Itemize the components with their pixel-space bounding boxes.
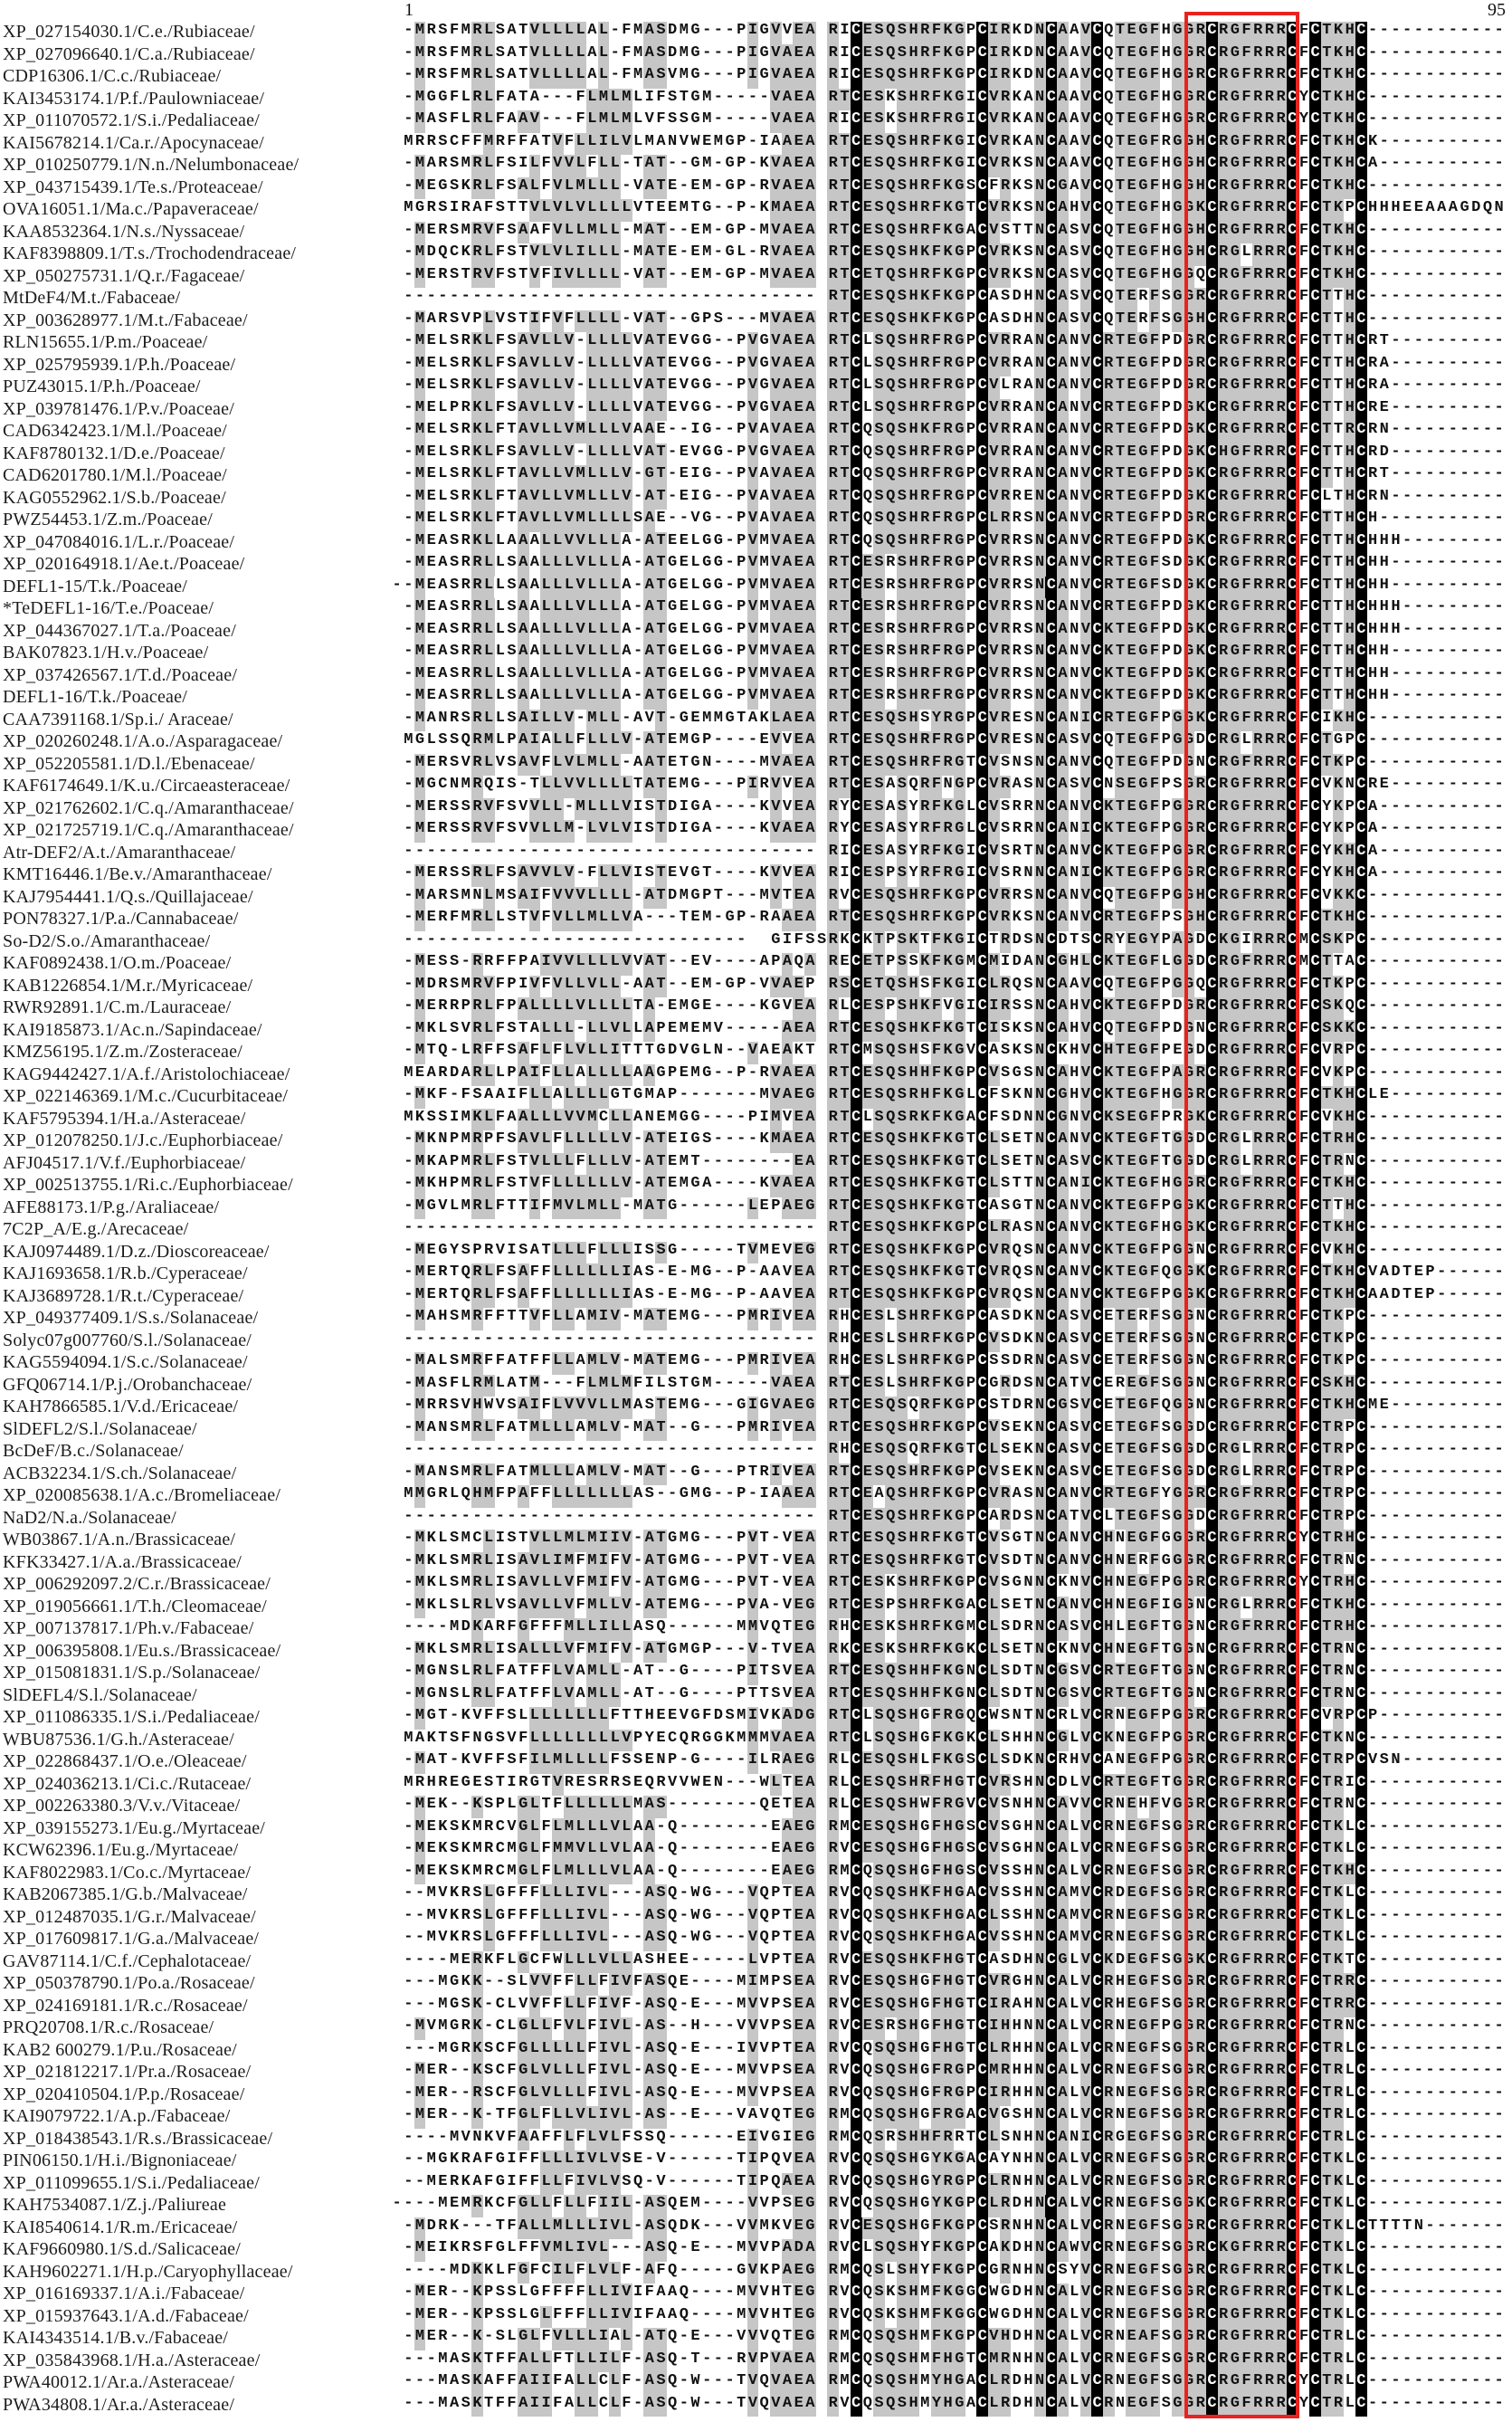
sequence-residues: - M E L S R K L F S A V L L V - L L L L V A T E V G G - - P V G V A E A R T C L S Q S H R F R G P C V R R A N C A N V C R T E G F P D G R C R G F R R R C F C T T H C R T - - - - - - - - - - (403, 332, 1505, 355)
sequence-residues: - M E K S K M R C M G L F M M V L L V L A A - Q - - - - - - - - E A E G R V C E S Q S H G F H G S C V S G H N C A L V C R N E G F S G G R C R G F R R R C F C T K L C - - - - - - - - - - - - (403, 1840, 1505, 1863)
sequence-residues: - - - - - - - - - - - - - - - - - - - - - - - - - - - - - - - - - - - - R I C E S A S Y R F K G I C V S R T N C A N V C K T E G F P G G R C R G F R R R C F C Y K H C A - - - - - - - - - - - (403, 843, 1505, 865)
sequence-label: XP_022146369.1/M.c./Cucurbitaceae/ (3, 1086, 289, 1106)
sequence-label: KAF8780132.1/D.e./Poaceae/ (3, 443, 225, 463)
sequence-residues: - M A L S M R F F A T F F L L A M L V - M A T E M G - - - P M R I V E A R H C E S L S H R F K G P C S S D R N C A S V C E T E R F S G G N C R G F R R R C F C T K P C - - - - - - - - - - - - (403, 1352, 1505, 1375)
sequence-label: KAI8540614.1/R.m./Ericaceae/ (3, 2217, 238, 2237)
sequence-residues: - M E R S T R V F S T V F I V L L L L - V A T - - E M - G P - M V A E A R T C E T Q S H R F K G P C V R K S N C A S V C Q T E G F H G G Q C R G F R R R C F C T K H C - - - - - - - - - - - - (403, 266, 1505, 289)
sequence-label: CAD6201780.1/M.l./Poaceae/ (3, 465, 227, 485)
sequence-label: KAJ3689728.1/R.t./Cyperaceae/ (3, 1285, 244, 1306)
sequence-label: 7C2P_A/E.g./Arecaceae/ (3, 1219, 189, 1239)
sequence-label: XP_020410504.1/P.p./Rosaceae/ (3, 2083, 245, 2104)
sequence-label: XP_015081831.1/S.p./Solanaceae/ (3, 1663, 261, 1683)
sequence-label: XP_039781476.1/P.v./Poaceae/ (3, 398, 234, 419)
sequence-residues: - - - M G R K S C F G L L L L L F I V L - A S Q - E - - - I V V P T E A R V C Q S Q S H G F H G T C L R H H N C A L V C R N E G F S G G R C R G F R R R C F C T R L C - - - - - - - - - - - - (403, 2040, 1505, 2063)
ruler-start-label: 1 (404, 0, 414, 20)
sequence-label: KAI3453174.1/P.f./Paulowniaceae/ (3, 88, 265, 109)
sequence-residues: - M D R K - - - T F A L L M L L L I V L - A S Q D K - - - V V M K V E G R V C E S Q S H G F K G P C S R N H N C A L V C R N E G F S G G R C R G F R R R C F C T K L C T T T T N - - - - - - - (403, 2217, 1505, 2240)
sequence-label: KAI9185873.1/Ac.n./Sapindaceae/ (3, 1019, 262, 1040)
sequence-residues: - - M V K R S L G F F F L L L I V L - - - A S Q - W G - - - V Q P T E A R V C Q S Q S H K F H G A C V S S H N C A M V C R N E G F S G G R C R G F R R R C F C T K L C - - - - - - - - - - - - (403, 1929, 1505, 1951)
sequence-label: KAI4343514.1/B.v./Fabaceae/ (3, 2328, 229, 2348)
sequence-label: XP_011099655.1/S.i./Pedaliaceae/ (3, 2172, 260, 2193)
sequence-label: XP_010250779.1/N.n./Nelumbonaceae/ (3, 155, 300, 175)
sequence-label: KAB1226854.1/M.r./Myricaceae/ (3, 975, 253, 996)
sequence-residues: - M A H S M R F F T T V F L L A M I V - M A T E M G - - - P M R I V E A R H C E S L S H R F K G P C A S D K N C A S V C E T E R F S G G N C R G F R R R C F C T K P C - - - - - - - - - - - - (403, 1308, 1505, 1330)
sequence-residues: - - - - - - - - - - - - - - - - - - - - - - - - - - - - - - - - - - - - R T C E S Q S H K F K G P C L R A S N C A N V C K T E G F H G G K C R G F R R R C F C T K H C - - - - - - - - - - - - (403, 1219, 1505, 1242)
sequence-label: PWA40012.1/Ar.a./Asteraceae/ (3, 2372, 235, 2392)
sequence-label: KAJ0974489.1/D.z./Dioscoreaceae/ (3, 1241, 270, 1262)
sequence-label: KFK33427.1/A.a./Brassicaceae/ (3, 1551, 242, 1572)
sequence-label: PIN06150.1/H.i./Bignoniaceae/ (3, 2150, 237, 2170)
sequence-residues: - M E K S K M R C V G L F L M L L L V L A A - Q - - - - - - - - E A E G R M C E S Q S H G F H G S C V S G H N C A L V C R N E G F S G G R C R G F R R R C F C T K L C - - - - - - - - - - - - (403, 1818, 1505, 1841)
sequence-residues: - M E L S R K L F S A V L L V - L L L L V A T E V G G - - P V G V A E A R T C L S Q S H R F R G P C V L R A N C A N V C R T E G F P D G R C R G F R R R C F C T T H C R A - - - - - - - - - - (403, 377, 1505, 399)
sequence-residues: - - - M A S K A F F A I I F A L L C L F - A S Q - W - - - T V Q V A E A R M C Q S Q S H M Y H G A C L R D H N C A L V C R N E G F S G G R C R G F R R R C Y C T R L C - - - - - - - - - - - - (403, 2372, 1505, 2395)
sequence-residues: - M E R - - K - S L G L F V L L L I A L - A T Q - E - - - V V V Q T E G R M C Q S Q S H M F K G P C V H D H N C A L V C R N E A F S G G R C R G F R R R C F C T R L C - - - - - - - - - - - - (403, 2328, 1505, 2350)
sequence-residues: - M G T - K V F F S L L L L L L L L F T T H E E V G F D S M I V K A D G R T C L S Q S H G F R G Q C W S N T N C R L V C R N E G F P G G R C R G F R R R C F C V R P C P - - - - - - - - - - - (403, 1707, 1505, 1730)
sequence-residues: - M E R T Q R L F S A F F L L L L L L I A S - E - M G - - P - A A V E A R T C E S Q S H K F K G P C V R Q S N C A N V C K T E G F P G G K C R G F R R R C F C T K H C A A D T E P - - - - - - (403, 1286, 1505, 1309)
sequence-label: XP_011070572.1/S.i./Pedaliaceae/ (3, 110, 260, 130)
sequence-label: KAB2 600279.1/P.u./Rosaceae/ (3, 2039, 237, 2060)
sequence-residues: - M E A S R K L L A A A L L V V L L L A - A T E E L G G - P V M V A E A R T C Q S Q S H R F R G P C V R R S N C A N V C R T E G F P D G K C R G F R R R C F C T T H C H H H - - - - - - - - - (403, 532, 1505, 555)
sequence-label: RLN15655.1/P.m./Poaceae/ (3, 332, 208, 352)
sequence-label: DEFL1-16/T.k./Poaceae/ (3, 687, 187, 707)
sequence-residues: - - - - M D K K L F G F C I L F L V L F - A F Q - - - - - G V K P A E G R M C Q S L S H Y F K G P C G R N H N C S Y V C R N E G F S G G R C R G F R R R C F C T K L C - - - - - - - - - - - - (403, 2262, 1505, 2284)
sequence-residues: - M E L S R K L F T A V L L V M L L L L S A E - - V G - - P V A V A E A R T C Q S Q S H R F R G P C L R R S N C A N V C R T E G F P D G R C R G F R R R C F C T T H C H - - - - - - - - - - - (403, 510, 1505, 532)
sequence-label: XP_025795939.1/P.h./Poaceae/ (3, 354, 236, 375)
sequence-residues: - M E R S S R V F S V V L L - M L L L V I S T D I G A - - - - K V V E A R Y C E S A S Y R F K G L C V S R R N C A N V C K T E G F P G G R C R G F R R R C F C Y K P C A - - - - - - - - - - - (403, 798, 1505, 821)
sequence-label: DEFL1-15/T.k./Poaceae/ (3, 576, 187, 596)
sequence-label: XP_006292097.2/C.r./Brassicaceae/ (3, 1574, 271, 1594)
sequence-residues: - M G G F L R L F A T A - - - F L M L M L I F S T G M - - - - - V A E A R T C E S K S H R F K G I C V R K A N C A A V C Q T E G F H G G R C R G F R R R C Y C T K H C - - - - - - - - - - - - (403, 89, 1505, 111)
sequence-residues: - - M E A S R R L L S A A L L L V L L L A - A T G E L G G - P V M V A E A R T C E S R S H R F R G P C V R R S N C A N V C R T E G F S D G K C R G F R R R C F C T T H C H H - - - - - - - - - - (391, 577, 1505, 599)
sequence-residues: - M E A S R R L L S A A L L L V L L L A - A T G E L G G - P V M V A E A R T C E S R S H R F R G P C V R R S N C A N V C R T E G F P D G K C R G F R R R C F C T T H C H H H - - - - - - - - - (403, 598, 1505, 621)
sequence-label: GAV87114.1/C.f./Cephalotaceae/ (3, 1950, 252, 1971)
sequence-residues: - M E R S V R L V S A V F L V L M L L - A A T E T G N - - - - M V A E A R T C E S Q S H R F R G T C V S N S N C A N V C Q T E G F P D G N C R G F R R R C F C T K P C - - - - - - - - - - - - (403, 754, 1505, 777)
sequence-residues: - M E K S K M R C M G L F L M L L L V L A A - Q - - - - - - - - E A E G R M C Q S Q S H G F H G S C V S S H N C A L V C R N E G F S G G R C R G F R R R C F C T K H C - - - - - - - - - - - - (403, 1863, 1505, 1885)
sequence-residues: - M E R S M R V F S A A F V L L M L L - M A T - - E M - G P - M V A E A R T C E S Q S H R F K G A C V S T T N C A S V C Q T E G F H G G H C R G F R R R C F C T K H C - - - - - - - - - - - - (403, 222, 1505, 244)
sequence-residues: - M E L P R K L F S A V L L V - L L L L V A T E V G G - - P V G V A E A R T C L S Q S H R F R G P C V R R A N C A N V C R T E G F P D G K C R G F R R R C F C T T H C R E - - - - - - - - - - (403, 399, 1505, 422)
sequence-residues: - M E I K R S F G L F F V M L I V L - - - A S Q - E - - - M V V P A D A R V C L S Q S H Y F K G P C A K D H N C A W V C R N E G F S G G R C K G F R R R C F C T K L C - - - - - - - - - - - - (403, 2239, 1505, 2262)
sequence-residues: - M E G Y S P R V I S A T L L L F L L L I S S G - - - - - T V M E V E G R T C E S Q S H K F K G P C V R Q S N C A N V C K T E G F P G G N C R G F R R R C F C V K H C - - - - - - - - - - - - (403, 1242, 1505, 1264)
sequence-residues: - M E R F M R L L S T V F V L L M L L V A - - - T E M - G P - R A A E A R T C E S Q S H R F K G P C V R K S N C A N V C R T E G F P S G H C R G F R R R C F C T K H C - - - - - - - - - - - - (403, 909, 1505, 931)
sequence-label: XP_020260248.1/A.o./Asparagaceae/ (3, 731, 283, 751)
sequence-residues: - - - - M E R K F L G C F W L L L V L L A S H E E - - - - - L V P T E A R V C E S Q S H K F H G T C A S D H N C G L V C K D E G F S G G K C R G F R R R C F C T K T C - - - - - - - - - - - - (403, 1951, 1505, 1974)
sequence-label: XP_021762602.1/C.q./Amaranthaceae/ (3, 797, 294, 818)
sequence-label: XP_035843968.1/H.a./Asteraceae/ (3, 2350, 261, 2370)
sequence-label: XP_003628977.1/M.t./Fabaceae/ (3, 310, 248, 330)
sequence-residues: - M K H P M R L F S T V F L L L L L L V - A T E M G A - - - - K V A E A R T C E S Q S H K F K G T C L S T T N C A N I C K T E G F H G G R C R G F R R R C F C T K H C - - - - - - - - - - - - (403, 1175, 1505, 1197)
sequence-label: CAA7391168.1/Sp.i./ Araceae/ (3, 709, 233, 729)
sequence-label: XP_016169337.1/A.i./Fabaceae/ (3, 2284, 245, 2303)
sequence-label: XP_021812217.1/Pr.a./Rosaceae/ (3, 2062, 252, 2082)
sequence-residues: - - M E R K A F G I F F L L F I V L V S Q - V - - - - - - T I P Q A E A R V C Q S Q S H G Y R G P C L R N H N C A L V C R N E G F S G G R C R G F R R R C F C T K L C - - - - - - - - - - - - (403, 2173, 1505, 2196)
sequence-residues: - M E A S R R L L S A A L L L V L L L A - A T G E L G G - P V M V A E A R T C E S R S H R F R G P C V R R S N C A N V C R T E G F S D G K C R G F R R R C F C T T H C H H - - - - - - - - - - (403, 554, 1505, 577)
sequence-residues: - M E A S R R L L S A A L L L V L L L A - A T G E L G G - P V M V A E A R T C E S R S H R F R G P C V R R S N C A N V C K T E G F P D G K C R G F R R R C F C T T H C H H - - - - - - - - - - (403, 687, 1505, 710)
sequence-label: XP_017609817.1/G.a./Malvaceae/ (3, 1929, 260, 1949)
sequence-label: XP_020085638.1/A.c./Bromeliaceae/ (3, 1485, 281, 1505)
sequence-label: KMT16446.1/Be.v./Amaranthaceae/ (3, 864, 272, 884)
sequence-label: WB03867.1/A.n./Brassicaceae/ (3, 1530, 236, 1550)
sequence-label: XP_024036213.1/Ci.c./Rutaceae/ (3, 1773, 252, 1794)
sequence-residues: - - - - - - - - - - - - - - - - - - - - - - - - - - - - - - G I F S S R K C K T P S K T F K G I C T R D S N C D T S C R Y E G Y P A G D C K G I R R R C M C S K P C - - - - - - - - - - - - (403, 931, 1505, 954)
sequence-label: PRQ20708.1/R.c./Rosaceae/ (3, 2017, 214, 2037)
sequence-label: KAF6174649.1/K.u./Circaeasteraceae/ (3, 776, 290, 796)
sequence-residues: - M E R R P R L F P A L L L L V L L L L T A - E M G E - - - - K G V E A R L C E S P S H K F V G I C I R S S N C A H V C K T E G F P D G R C R G F R R R C F C S K Q C - - - - - - - - - - - - (403, 997, 1505, 1020)
sequence-residues: - M G V L M R L F T T I F M V L M L L - M A T G - - - - - - L E P A E G R T C E S Q S H K F K G T C A S G T N C A N V C K T E G F P G G K C R G F R R R C F C T T H C - - - - - - - - - - - - (403, 1197, 1505, 1220)
sequence-label: XP_027154030.1/C.e./Rubiaceae/ (3, 22, 255, 42)
sequence-residues: M M G R L Q H M F P A F F L L L L L L L A S - - G M G - - P - I A A E A R T C E A Q S H R F K G P C V R A S N C A N V C R T E G F Y G G R C R G F R R R C F C T R P C - - - - - - - - - - - - (403, 1485, 1505, 1508)
sequence-residues: - M E A S R R L L S A A L L L V L L L A - A T G E L G G - P V M V A E A R T C E S R S H R F R G P C V R R S N C A N V C K T E G F P D G K C R G F R R R C F C T T H C H H - - - - - - - - - - (403, 643, 1505, 665)
sequence-residues: - M A N S M R L F A T M L L L A M L V - M A T - - G - - - P M R I V E A R T C E S Q S H R F K G P C V S E K N C A S V C E T E G F S G G D C R G F R R R C F C T R P C - - - - - - - - - - - - (403, 1419, 1505, 1442)
sequence-label: XP_011086335.1/S.i./Pedaliaceae/ (3, 1707, 260, 1727)
sequence-residues: - - - - - - - - - - - - - - - - - - - - - - - - - - - - - - - - - - - - R H C E S Q S Q R F K G T C L S E K N C A S V C E T E G F S G G D C R G L R R R C F C T R P C - - - - - - - - - - - - (403, 1441, 1505, 1464)
sequence-residues: - M E R - - K P S S L G F F F F L L I V I F A A Q - - - - M V V H T E G R V C Q S K S H M F K G G C W G D H N C A L V C R N E G F S G G R C R G F R R R C F C T K L C - - - - - - - - - - - - (403, 2284, 1505, 2306)
sequence-label: OVA16051.1/Ma.c./Papaveraceae/ (3, 199, 259, 219)
sequence-label: BcDeF/B.c./Solanaceae/ (3, 1441, 184, 1461)
sequence-residues: - M A S F L R M L A T M - - - F L M L M F I L S T G M - - - - - V A E A R T C E S L S H R F K G P C G R D S N C A T V C E R E G F S G G N C R G F R R R C F C S K H C - - - - - - - - - - - - (403, 1375, 1505, 1397)
sequence-label: PON78327.1/P.a./Cannabaceae/ (3, 909, 239, 929)
sequence-label: KAF0892438.1/O.m./Poaceae/ (3, 953, 232, 973)
sequence-label: MtDeF4/M.t./Fabaceae/ (3, 288, 181, 308)
sequence-label: KAF8022983.1/Co.c./Myrtaceae/ (3, 1862, 252, 1883)
sequence-residues: - M K L S L R L V S A V L L V F M L L V - A T E M G - - - P V A - V E G R T C E S P S H R F K G A C L S E T N C A N V C H N E G F I G G N C R G L R R R C F C T K H C - - - - - - - - - - - - (403, 1597, 1505, 1619)
sequence-residues: - M E S S - R R F F P A I V V L L L L V V A T - - E V - - - - A P A Q A R E C E T P S S K F K G M C M I D A N C G H L C K T E G F L G G D C R G F R R R C M C T T A C - - - - - - - - - - - - (403, 953, 1505, 976)
sequence-residues: M E A R D A R L L P A I F L L A L L L L A A G P E M G - - P - R V A E A R T C E S Q S H H F K G P C V S G S N C A H V C K T E G F P A G R C R G F R R R C F C V K P C - - - - - - - - - - - - (403, 1064, 1505, 1087)
sequence-residues: - M E R - - R S C F G L V L L L F I V L - A S Q - E - - - M V V P S E A R V C Q S Q S H G F R G P C I R H H N C A L V C R N E G F S G G R C R G F R R R C F C T R L C - - - - - - - - - - - - (403, 2084, 1505, 2107)
sequence-label: XP_018438543.1/R.s./Brassicaceae/ (3, 2128, 273, 2149)
sequence-label: KAH7866585.1/V.d./Ericaceae/ (3, 1397, 239, 1416)
sequence-label: XP_007137817.1/Ph.v./Fabaceae/ (3, 1618, 254, 1638)
sequence-label: XP_021725719.1/C.q./Amaranthaceae/ (3, 820, 294, 840)
sequence-residues: - M E R T Q R L F S A F F L L L L L L I A S - E - M G - - P - A A V E A R T C E S Q S H K F K G T C V R Q S N C A N V C K T E G F Q G G K C R G F R R R C F C T K H C V A D T E P - - - - - - (403, 1263, 1505, 1286)
sequence-residues: - M A R S M N L M S A I F V V V L L L L - A T D M G P T - - - M V T E A R V C E S Q S H R F K G P C V R R S N C A N V C Q T E G F P G G H C R G F R R R C F C V K K C - - - - - - - - - - - - (403, 887, 1505, 910)
sequence-residues: - M D Q C K R L F S T V L V L I L L L - M A T E - E M - G L - R V A E A R T C E S Q S H K F K G P C V R K S N C A S V C Q T E G F H G G H C R G L R R R C F C T K H C - - - - - - - - - - - - (403, 243, 1505, 266)
sequence-residues: - M V M G R K - C L G L L F V L F I V L - A S - - H - - - V V V P S E A R V C E S R S H G F H G T C I H H N N C A L V C R N E G F P G G R C R G F R R R C F C T R N C - - - - - - - - - - - - (403, 2017, 1505, 2040)
sequence-label: XP_002513755.1/Ri.c./Euphorbiaceae/ (3, 1175, 293, 1195)
sequence-label: XP_027096640.1/C.a./Rubiaceae/ (3, 43, 255, 64)
sequence-residues: - M E R S S R L F S A V V L V - F L L V I S T E V G T - - - - K V V E A R I C E S P S Y R F R G I C V S R N N C A N I C K T E G F P G G R C R G F R R R C F C Y K H C A - - - - - - - - - - - (403, 864, 1505, 887)
sequence-label: KAJ7954441.1/Q.s./Quillajaceae/ (3, 886, 253, 907)
sequence-label: PUZ43015.1/P.h./Poaceae/ (3, 377, 201, 396)
sequence-residues: - M K L S M R L I S A V L I M F M I F V - A T G M G - - - P V T - V E A R T C E S Q S H R F K G T C V S D T N C A N V C H N E R F G G G R C R G F R R R C F C T R N C - - - - - - - - - - - - (403, 1552, 1505, 1575)
sequence-residues: - M E G S K R L F S A L F V L M L L L - V A T E - E M - G P - R V A E A R T C E S Q S H R F K G S C F R K S N C G A V C Q T E G F H G G H C R G F R R R C F C T K H C - - - - - - - - - - - - (403, 177, 1505, 200)
sequence-residues: M R R S C F F M R F F A T V F L L I L V L M A N V W E M G P - I A A E A R T C E S Q S H R F K G I C V R K A N C A A V C Q T E G F R G G H C R G F R R R C F C T K H C K - - - - - - - - - - - (403, 133, 1505, 156)
sequence-label: XP_043715439.1/Te.s./Proteaceae/ (3, 176, 263, 197)
sequence-label: AFE88173.1/P.g./Araliaceae/ (3, 1197, 220, 1217)
sequence-label: RWR92891.1/C.m./Lauraceae/ (3, 997, 232, 1017)
sequence-residues: - M K A P M R L F S T V L L L F L L L V - A T E M T - - - - - - - - E A R T C E S Q S H K F K G T C L S E T N C A S V C K T E G F T G G D C R G L R R R C F C T R N C - - - - - - - - - - - - (403, 1153, 1505, 1176)
sequence-residues: - M G N S L R L F A T F F L V A M L L - A T - - G - - - - P T T S V E A R T C E S Q S H H F K G N C L S D T N C G S V C R T E G F T G G N C R G F R R R C F C T R N C - - - - - - - - - - - - (403, 1685, 1505, 1708)
sequence-label: KAA8532364.1/N.s./Nyssaceae/ (3, 221, 245, 242)
sequence-label: KAF8398809.1/T.s./Trochodendraceae/ (3, 243, 297, 263)
sequence-label: So-D2/S.o./Amaranthaceae/ (3, 930, 211, 951)
sequence-residues: - M K L S M R L I S A V L L V F M I F V - A T G M G - - - P V T - V E A R T C E S K S H R F K G P C V S G N N C K N V C H N E G F P G G R C R G F R R R C Y C T R H C - - - - - - - - - - - - (403, 1574, 1505, 1597)
sequence-residues: M G L S S Q R M L P A I A L L F L L L V - A T E M G P - - - - E V V E A R T C E S Q S H R F R G P C V R E S N C A S V C Q T E G F P G G D C R G L R R R C F C T G P C - - - - - - - - - - - - (403, 731, 1505, 754)
sequence-label: XP_037426567.1/T.d./Poaceae/ (3, 664, 238, 685)
sequence-label: KAH7534087.1/Z.j./Paliureae (3, 2195, 227, 2215)
sequence-residues: - M A R S M R L F S I L F V V L F L L - T A T - - G M - G P - K V A E A R T C E S Q S H R F K G I C V R K S N C A A V C Q T E G F H G G H C R G F R R R C F C T K H C A - - - - - - - - - - - (403, 155, 1505, 177)
sequence-residues: - M E L S R K L F T A V L L V M L L L V - A T - E I G - - P V A V A E A R T C Q S Q S H R F R G P C V R R E N C A N V C R T E G F P D G K C R G F R R R C F C L T H C R N - - - - - - - - - - (403, 488, 1505, 510)
sequence-residues: - M A N R S R L L S A I L L V - M L L - A V T - G E M M G T A K L A E A R T C E S Q S H S Y R G P C V R E S N C A N I C R T E G F P G G K C R G F R R R C F C I K H C - - - - - - - - - - - - (403, 710, 1505, 732)
sequence-residues: - M G N S L R L F A T F F L V A M L L - A T - - G - - - - P I T S V E A R T C E S Q S H H F K G N C L S D T N C G S V C R T E G F T G G N C R G F R R R C F C T R N C - - - - - - - - - - - - (403, 1663, 1505, 1685)
sequence-residues: - M A S F L R L F A A V - - - F L M L M L V F S S G M - - - - - V A E A R I C E S K S H R F R G I C V R K A N C A A V C Q T E G F H G G R C R G F R R R C Y C T K H C - - - - - - - - - - - - (403, 110, 1505, 133)
sequence-residues: - M E L S R K L F S A V L L V - L L L L V A T E V G G - - P V G V A E A R T C L S Q S H R F R G P C V R R A N C A N V C R T E G F P D G R C R G F R R R C F C T T H C R A - - - - - - - - - - (403, 355, 1505, 377)
sequence-label: GFQ06714.1/P.j./Orobanchaceae/ (3, 1374, 252, 1395)
sequence-residues: - - - M A S K T F F A I I F A L L C L F - A S Q - W - - - T V Q V A E A R V C Q S Q S H M Y H G A C L R D H N C A L V C R N E G F S G G R C R G F R R R C Y C T R L C - - - - - - - - - - - - (403, 2395, 1505, 2417)
sequence-label: BAK07823.1/H.v./Poaceae/ (3, 643, 209, 663)
sequence-residues: - M K L S M C L I S T V L L M L M I I V - A T G M G - - - P V T - V E A R T C E S Q S H R F K G T C V S G T N C A N V C H N E G F G G G R C R G F R R R C Y C T R H C - - - - - - - - - - - - (403, 1530, 1505, 1552)
sequence-label: KAG0552962.1/S.b./Poaceae/ (3, 487, 226, 508)
sequence-label: KAF5795394.1/H.a./Asteraceae/ (3, 1108, 246, 1129)
sequence-residues: - M E L S R K L F S A V L L V - L L L L V A T - E V G G - P V G V A E A R T C Q S Q S H R F R G P C V R R A N C A N V C R T E G F P D G K C H G F R R R C F C T T H C R D - - - - - - - - - - (403, 443, 1505, 466)
sequence-label: Solyc07g007760/S.l./Solanaceae/ (3, 1330, 252, 1350)
sequence-label: CDP16306.1/C.c./Rubiaceae/ (3, 66, 222, 86)
sequence-residues: - M A R S V P L V S T I F V F L L L L - V A T - - G P S - - - M V A E A R T C E S Q S H K F K G P C A S D H N C A S V C Q T E R F S G G H C R G F R R R C F C T T H C - - - - - - - - - - - - (403, 310, 1505, 333)
sequence-label: KCW62396.1/Eu.g./Myrtaceae/ (3, 1840, 239, 1860)
sequence-residues: - M R S F M R L S A T V L L L L A L - F M A S D M G - - - P I G V A E A R I C E S Q S H R F K G P C I R K D N C A A V C Q T E G F H G G R C R G F R R R C F C T K H C - - - - - - - - - - - - (403, 44, 1505, 67)
sequence-label: XP_024169181.1/R.c./Rosaceae/ (3, 1995, 248, 2016)
sequence-residues: - M E R - - K S C F G L V L L L F I V L - A S Q - E - - - M V V P S E A R V C Q S Q S H G F R G P C M R H H N C A L V C R N E G F S G G R C R G F R R R C F C T R L C - - - - - - - - - - - - (403, 2062, 1505, 2084)
sequence-residues: - M A N S M R L F A T M L L L A M L V - M A T - - G - - - P T R I V E A R T C E S Q S H R F K G P C V S E K N C A S V C E T E G F S G G D C R G L R R R C F C T R P C - - - - - - - - - - - - (403, 1464, 1505, 1486)
sequence-residues: - M K L S M R L I S A L L L V F M I F V - A T G M G P - - - V - T V E A R K C E S K S H R F K G K C L S E T N C K N V C H N E G F T G G N C R G F R R R C F C T R N C - - - - - - - - - - - - (403, 1641, 1505, 1664)
sequence-label: CAD6342423.1/M.l./Poaceae/ (3, 421, 227, 441)
sequence-residues: - M D R S M R V F P I V F V L L V L L - A A T - - E M - G P - V V A E P R S C E T Q S H S F K G I C L R Q S N C A A V C Q T E G F P G G Q C R G F R R R C F C T K P C - - - - - - - - - - - - (403, 976, 1505, 998)
sequence-label: KAH9602271.1/H.p./Caryophyllaceae/ (3, 2261, 293, 2282)
sequence-label: XP_047084016.1/L.r./Poaceae/ (3, 531, 235, 552)
sequence-label: XP_022868437.1/O.e./Oleaceae/ (3, 1751, 247, 1771)
sequence-residues: - - M G K R A F G I F F L L L I V L V S E - V - - - - - - T I P Q V E A R V C Q S Q S H G Y K G A C A Y N H N C A L V C R N E G F S G G R C R G F R R R C F C T K L C - - - - - - - - - - - - (403, 2150, 1505, 2173)
sequence-residues: - M R S F M R L S A T V L L L L A L - F M A S D M G - - - P I G V V E A R I C E S Q S H R F K G P C I R K D N C A A V C Q T E G F H G G R C R G F R R R C F C T K H C - - - - - - - - - - - - (403, 22, 1505, 44)
sequence-label: XP_006395808.1/Eu.s./Brassicaceae/ (3, 1640, 281, 1661)
sequence-label: XP_044367027.1/T.a./Poaceae/ (3, 620, 236, 641)
sequence-label: WBU87536.1/G.h./Asteraceae/ (3, 1729, 234, 1750)
sequence-residues: - M E L S R K L F T A V L L V M L L L V - G T - E I G - - P V A V A E A R T C Q S Q S H R F R G P C V R R A N C A N V C R T E G F P D G K C R G F R R R C F C T T H C R T - - - - - - - - - - (403, 465, 1505, 488)
sequence-label: KAI5678214.1/Ca.r./Apocynaceae/ (3, 132, 264, 153)
sequence-label: PWZ54453.1/Z.m./Poaceae/ (3, 510, 213, 529)
sequence-label: KAI9079722.1/A.p./Fabaceae/ (3, 2106, 231, 2126)
sequence-residues: - M G C N M R Q I S - T L L V V L L L L T A T E M G - - - P I R V V E A R T C E S A S Q R F N G P C V R A S N C A S V C N S E G F P S G R C R G F R R R C F C V K N C R E - - - - - - - - - - (403, 776, 1505, 798)
sequence-label: XP_012487035.1/G.r./Malvaceae/ (3, 1906, 256, 1927)
sequence-residues: - M E R - - K - T F G L F L L V L I V L - A S - - E - - - V A V Q T E G R M C Q S Q S H G F R G A C V G S H N C A L V C R N E G F S G G R C R G F R R R C F C T R L C - - - - - - - - - - - - (403, 2106, 1505, 2129)
sequence-label: XP_002263380.3/V.v./Vitaceae/ (3, 1796, 241, 1816)
sequence-residues: M K S S I M K L F A A L L L V V M C L L A N E M G G - - - - P I M V E A R T C L S Q S R K F K G A C F S D N N C G N V C K S E G F P R G K C R G F R R R C F C V K H C - - - - - - - - - - - - (403, 1109, 1505, 1131)
sequence-label: XP_020164918.1/Ae.t./Poaceae/ (3, 554, 245, 574)
sequence-residues: - - - - M V N K V F A A F F L F L V L F S S Q - - - - - - E I V G I E G R M C Q S R S H H F R R T C L S N H N C A N I C R G E G F S G G R C R G F R R R C F C T R L C - - - - - - - - - - - - (403, 2129, 1505, 2151)
sequence-residues: - M K F - F S A A I F L L A L L L L G T G M A P - - - - - - - M V A E G R T C E S Q S R H F K G L C F S K N N C G H V C K T E G F H G G R C R G F R R R C F C T K H C L E - - - - - - - - - - (403, 1086, 1505, 1109)
sequence-label: XP_012078250.1/J.c./Euphorbiaceae/ (3, 1130, 283, 1150)
sequence-label: XP_019056661.1/T.h./Cleomaceae/ (3, 1596, 267, 1616)
sequence-residues: - M E K - - K S P L G L T F L L L L L L M A S - - - - - - - - Q E T E A R L C E S Q S H W F R G V C V S N H N C A V V C R N E H F V G G R C R G F R R R C F C T R N C - - - - - - - - - - - - (403, 1796, 1505, 1818)
sequence-residues: - M E L S R K L F T A V L L V M L L L V A A E - - I G - - P V A V A E A R T C Q S Q S H K F R G P C V R R A N C A N V C R T E G F P D G K C R G F R R R C F C T T R C R N - - - - - - - - - - (403, 421, 1505, 443)
sequence-residues: - M E R S S R V F S V V L L M - L V L V I S T D I G A - - - - K V A E A R Y C E S A S Y R F R G L C V S R R N C A N I C K T E G F P G G R C R G F R R R C F C Y K P C A - - - - - - - - - - - (403, 820, 1505, 843)
sequence-residues: - - - - - - - - - - - - - - - - - - - - - - - - - - - - - - - - - - - - R H C E S L S H R F K G P C V S D K N C A S V C E T E R F S G G N C R G F R R R C F C T K P C - - - - - - - - - - - - (403, 1330, 1505, 1353)
sequence-residues: - - - - M D K A R F G F F F M L L I L L A S Q - - - - - - M M V Q T E G R H C E S K S H R F K G M C L S D R N C A S V C H L E G F T G G N C R G F R R R C F C T R H C - - - - - - - - - - - - (403, 1618, 1505, 1641)
sequence-label: KAG9442427.1/A.f./Aristolochiaceae/ (3, 1063, 290, 1084)
sequence-residues: - M E R - - K P S S L G L F F F L L I V I F A A Q - - - - M V V H T E G R V C Q S K S H M F K G G C W G D H N C A L V C R N E G F S G G R C R G F R R R C F C T K L C - - - - - - - - - - - - (403, 2306, 1505, 2329)
sequence-residues: - - - M G K K - - S L V V F F L L F I V F A S Q E - - - - M I M P S E A R V C E S Q S H G F H G T C V R G H N C A L V C R H E G F S G G R C R G F R R R C F C T R R C - - - - - - - - - - - - (403, 1973, 1505, 1996)
sequence-residues: - - M V K R S L G F F F L L L I V L - - - A S Q - W G - - - V Q P T E A R V C Q S Q S H K F H G A C L S S H N C A M V C R N E G F S G G R C R G F R R R C F C T K L C - - - - - - - - - - - - (403, 1907, 1505, 1930)
sequence-label: XP_049377409.1/S.s./Solanaceae/ (3, 1308, 259, 1328)
sequence-residues: - - - - - - - - - - - - - - - - - - - - - - - - - - - - - - - - - - - - R T C E S Q S H R F K G P C A R D S N C A T V C L T E G F S G G D C R G F R R R C F C T R P C - - - - - - - - - - - - (403, 1508, 1505, 1530)
sequence-label: PWA34808.1/Ar.a./Asteraceae/ (3, 2394, 235, 2415)
sequence-label: XP_039155273.1/Eu.g./Myrtaceae/ (3, 1817, 266, 1838)
sequence-residues: - M K L S V R L F S T A L L L - L L V L L A P E M E M V - - - - - A E A R T C E S Q S H K F K G T C I S K S N C A H V C Q T E G F P D G N C R G F R R R C F C S K K C - - - - - - - - - - - - (403, 1020, 1505, 1043)
sequence-residues: - M K N P M R P F S A V L F L L L L L V - A T E I G S - - - - K M A E A R T C E S Q S H K F K G T C L S E T N C A N V C K T E G F T G G D C R G L R R R C F C T R H C - - - - - - - - - - - - (403, 1130, 1505, 1153)
ruler-end-label: 95 (1488, 0, 1506, 20)
sequence-residues: - - - - M E M R K C F G L L F L L F I I L - A S Q E M - - - - V V P S E G R V C Q S Q S H G Y K G P C L R D H N C A L V C R N E G F S G G K C R G F R R R C F C T K L C - - - - - - - - - - - - (391, 2195, 1505, 2217)
sequence-label: XP_052205581.1/D.l./Ebenaceae/ (3, 753, 255, 774)
sequence-residues: M G R S I R A F S T T V L V L V L L L L V T E E M T G - - P - K M A E A R T C E S Q S H R F K G T C V R K S N C A H V C Q T E G F H G G K C R G F R R R C F C T K P C H H H E E A A A G D Q N (403, 199, 1505, 222)
sequence-residues: - M T Q - L R F F S A F L F L V L L I T T T G D V G L N - - V A E A K T R T C M S Q S H S F K G V C A S K S N C K H V C H T E G F P E G D C R G F R R R C F C V R P C - - - - - - - - - - - - (403, 1042, 1505, 1064)
sequence-residues: - M R S F M R L S A T V L L L L A L - F M A S V M G - - - P I G V A E A R I C E S Q S H R F K G P C I R K D N C A A V C Q T E G F H G G R C R G F R R R C F C T K H C - - - - - - - - - - - - (403, 66, 1505, 89)
sequence-residues: - - - M G S K - C L V V F F L L F I V F - A S Q - E - - - M V V P S E A R V C E S Q S H G F H G T C I R A H N C A L V C R H E G F S G G R C R G F R R R C F C T R R C - - - - - - - - - - - - (403, 1996, 1505, 2018)
sequence-label: KAB2067385.1/G.b./Malvaceae/ (3, 1884, 248, 1904)
sequence-label: XP_015937643.1/A.d./Fabaceae/ (3, 2305, 249, 2326)
sequence-residues: - M E A S R R L L S A A L L L V L L L A - A T G E L G G - P V M V A E A R T C E S R S H R F R G P C V R R S N C A N V C K T E G F P D G K C R G F R R R C F C T T H C H H - - - - - - - - - - (403, 665, 1505, 688)
sequence-label: KAG5594094.1/S.c./Solanaceae/ (3, 1352, 248, 1372)
sequence-label: ACB32234.1/S.ch./Solanaceae/ (3, 1463, 237, 1483)
sequence-label: SlDEFL4/S.l./Solanaceae/ (3, 1684, 197, 1705)
sequence-residues: - - M V K R S L G F F F L L L I V L - - - A S Q - W G - - - V Q P T E A R V C Q S Q S H K F H G A C V S S H N C A M V C R D E G F S G G R C R G F R R R C F C T K L C - - - - - - - - - - - - (403, 1884, 1505, 1907)
sequence-label: KAJ1693658.1/R.b./Cyperaceae/ (3, 1263, 248, 1283)
sequence-label: *TeDEFL1-16/T.e./Poaceae/ (3, 598, 214, 618)
sequence-residues: - M R R S V H W V S A I F L V V V L L M A S T E M G - - - G I G V A E G R T C E S Q S Q R F K G P C S T D R N C G S V C E T E G F Q G G N C R G F R R R C F C T K H C M E - - - - - - - - - - (403, 1397, 1505, 1419)
sequence-label: XP_050378790.1/Po.a./Rosaceae/ (3, 1973, 255, 1993)
sequence-label: KMZ56195.1/Z.m./Zosteraceae/ (3, 1042, 242, 1062)
sequence-residues: M A K T S F N G S V F L L L L L L L L V P Y E C Q R G G K M M M V A E A R T C L S Q S H G F K G K C L S H H N C G L V C K N E G F P G G R C R G F R R R C F C T K N C - - - - - - - - - - - - (403, 1730, 1505, 1752)
sequence-label: XP_050275731.1/Q.r./Fagaceae/ (3, 265, 245, 286)
sequence-residues: - M A T - K V F F S F I L M L L L L F S S E N P - G - - - - I L R A E G R L C E S Q S H L F K G S C L S D K N C R H V C A N E G F P G G R C R G F R R R C F C T R P C V S N - - - - - - - - - (403, 1751, 1505, 1774)
sequence-label: Atr-DEF2/A.t./Amaranthaceae/ (3, 842, 236, 863)
sequence-label: AFJ04517.1/V.f./Euphorbiaceae/ (3, 1152, 246, 1173)
sequence-residues: M R H R E G E S T I R G T V R E S R R S E Q R V V W E N - - - W L T E A R L C E S Q S H R F H G T C V R S H N C D L V C R T E G F T G G R C R G F R R R C F C T R I C - - - - - - - - - - - - (403, 1774, 1505, 1797)
sequence-label: NaD2/N.a./Solanaceae/ (3, 1507, 176, 1528)
sequence-residues: - M E A S R R L L S A A L L L V L L L A - A T G E L G G - P V M V A E A R T C E S R S H R F R G P C V R R S N C A N V C K T E G F P D G K C R G F R R R C F C T T H C H H H - - - - - - - - - (403, 621, 1505, 644)
sequence-residues: - - - M A S K T F F A L L F T L L I L F - A S Q - T - - - R V P V A E A R M C Q S Q S H M F H G T C M R N H N C A L V C R N E G F S G G R C R G F R R R C F C T R L C - - - - - - - - - - - - (403, 2350, 1505, 2373)
sequence-label: SlDEFL2/S.l./Solanaceae/ (3, 1418, 197, 1439)
sequence-residues: - - - - - - - - - - - - - - - - - - - - - - - - - - - - - - - - - - - - R T C E S Q S H K F K G P C A S D H N C A S V C Q T E R F S G G R C R G F R R R C F C T T H C - - - - - - - - - - - - (403, 288, 1505, 310)
sequence-label: KAF9660980.1/S.d./Salicaceae/ (3, 2239, 241, 2259)
